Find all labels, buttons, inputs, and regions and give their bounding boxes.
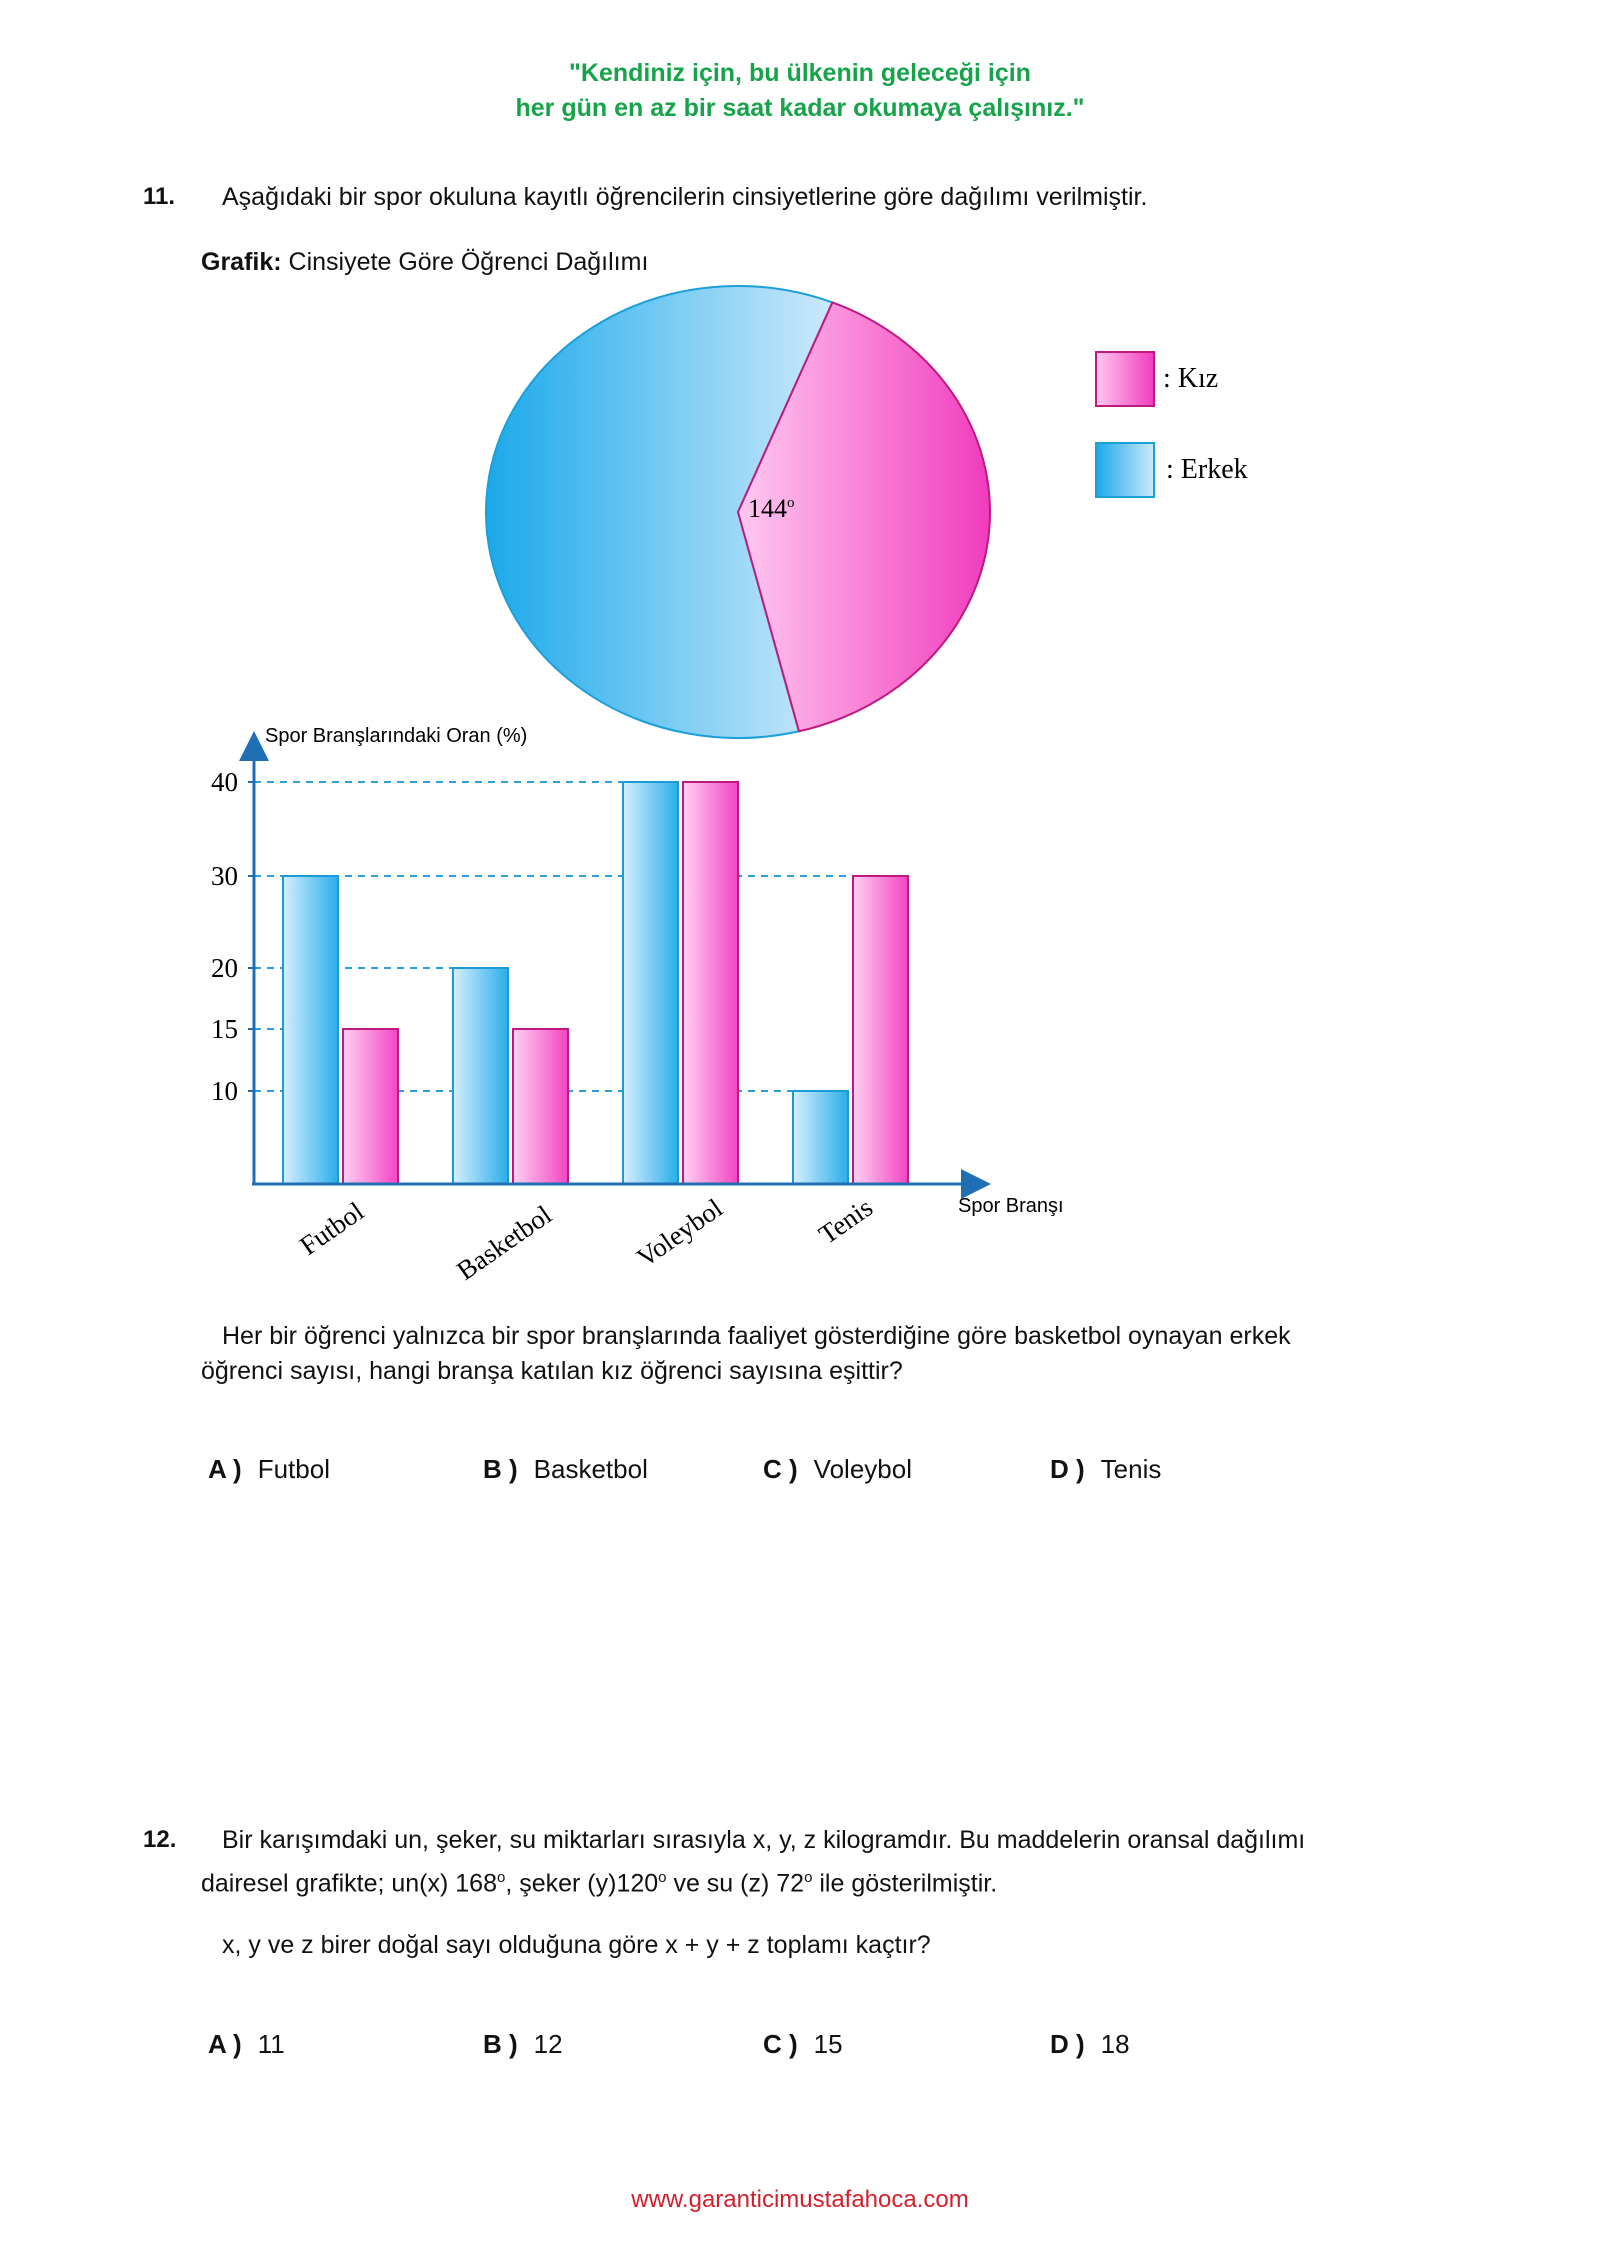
degree-sign: o bbox=[496, 1869, 506, 1886]
option-text: Futbol bbox=[257, 1454, 330, 1484]
q12-line2-part-d: ile gösterilmiştir. bbox=[812, 1869, 998, 1898]
option-letter: D ) bbox=[1050, 2029, 1085, 2059]
q11-option-a[interactable] bbox=[208, 1454, 330, 1485]
option-letter: A ) bbox=[208, 2029, 242, 2059]
motto-line-1: "Kendiniz için, bu ülkenin geleceği için bbox=[569, 59, 1031, 87]
y-tick-label: 40 bbox=[211, 767, 238, 797]
question-11-number: 11. bbox=[143, 183, 176, 210]
q12-line2-part-c: ve su (z) 72 bbox=[666, 1869, 805, 1898]
legend-swatch-erkek bbox=[1096, 443, 1154, 497]
bar-basketbol-erkek bbox=[453, 968, 508, 1184]
legend-label-erkek: : Erkek bbox=[1166, 454, 1248, 485]
bar-tenis-kız bbox=[853, 876, 908, 1184]
y-ticks bbox=[211, 767, 238, 1106]
option-text: Voleybol bbox=[813, 1454, 912, 1484]
question-11-line-2: öğrenci sayısı, hangi branşa katılan kız öğrenci sayısına eşittir? bbox=[201, 1357, 903, 1385]
option-letter: C ) bbox=[763, 2029, 798, 2059]
q12-line2-part-a: dairesel grafikte; un(x) 168 bbox=[201, 1869, 497, 1898]
y-axis-label: Spor Branşlarındaki Oran (%) bbox=[265, 725, 528, 747]
y-tick-label: 15 bbox=[211, 1014, 238, 1044]
x-tick-label: Futbol bbox=[294, 1195, 370, 1261]
option-text: 15 bbox=[813, 2029, 843, 2059]
question-12-number: 12. bbox=[143, 1826, 177, 1853]
x-tick-label: Basketbol bbox=[451, 1199, 557, 1286]
pie-legend bbox=[1096, 352, 1248, 497]
option-letter: A ) bbox=[208, 1454, 242, 1484]
question-11-line-1: Her bir öğrenci yalnızca bir spor branşlarında faaliyet gösterdiğine göre basketbol oynayan erkek bbox=[222, 1322, 1291, 1350]
q12-option-d[interactable] bbox=[1050, 2029, 1130, 2060]
bar-futbol-kız bbox=[343, 1029, 398, 1184]
y-tick-label: 10 bbox=[211, 1076, 238, 1106]
footer-website: www.garanticimustafahoca.com bbox=[631, 2186, 969, 2213]
bars bbox=[283, 782, 908, 1184]
bar-chart bbox=[211, 725, 1064, 1286]
option-text: 12 bbox=[533, 2029, 563, 2059]
option-text: 18 bbox=[1100, 2029, 1130, 2059]
option-text: Tenis bbox=[1100, 1454, 1162, 1484]
bar-voleybol-kız bbox=[683, 782, 738, 1184]
x-axis-label: Spor Branşı bbox=[958, 1195, 1064, 1217]
x-tick-label: Voleybol bbox=[631, 1192, 728, 1273]
degree-sign: o bbox=[804, 1869, 813, 1886]
q11-option-c[interactable] bbox=[763, 1454, 912, 1485]
question-12-line-3: x, y ve z birer doğal sayı olduğuna göre x + y + z toplamı kaçtır? bbox=[222, 1931, 931, 1959]
question-12-line-1: Bir karışımdaki un, şeker, su miktarları sırasıyla x, y, z kilogramdır. Bu maddelerin oransal dağılımı bbox=[222, 1826, 1306, 1854]
q11-option-b[interactable] bbox=[483, 1454, 648, 1485]
bar-basketbol-kız bbox=[513, 1029, 568, 1184]
bar-futbol-erkek bbox=[283, 876, 338, 1184]
y-tick-label: 30 bbox=[211, 861, 238, 891]
pie-chart bbox=[486, 286, 990, 738]
y-tick-label: 20 bbox=[211, 953, 238, 983]
q12-option-c[interactable] bbox=[763, 2029, 843, 2060]
option-letter: C ) bbox=[763, 1454, 798, 1484]
q11-option-d[interactable] bbox=[1050, 1454, 1161, 1485]
bar-voleybol-erkek bbox=[623, 782, 678, 1184]
q12-option-b[interactable] bbox=[483, 2029, 563, 2060]
degree-sign: o bbox=[658, 1869, 667, 1886]
option-letter: B ) bbox=[483, 1454, 518, 1484]
x-ticks bbox=[294, 1192, 878, 1286]
question-12-line-2 bbox=[201, 1860, 997, 1901]
grafik-label: Grafik: bbox=[201, 248, 282, 276]
option-text: Basketbol bbox=[533, 1454, 648, 1484]
legend-swatch-kiz bbox=[1096, 352, 1154, 406]
option-letter: B ) bbox=[483, 2029, 518, 2059]
x-tick-label: Tenis bbox=[813, 1192, 879, 1250]
option-text: 11 bbox=[257, 2029, 285, 2059]
option-letter: D ) bbox=[1050, 1454, 1085, 1484]
question-11-intro: Aşağıdaki bir spor okuluna kayıtlı öğrencilerin cinsiyetlerine göre dağılımı verilmiştir. bbox=[222, 183, 1148, 211]
pie-angle-label: 144$^o$ bbox=[748, 494, 795, 523]
grafik-title: Cinsiyete Göre Öğrenci Dağılımı bbox=[288, 248, 649, 276]
legend-label-kiz: : Kız bbox=[1163, 363, 1219, 394]
q12-line2-part-b: , şeker (y)120 bbox=[505, 1869, 659, 1898]
motto-line-2: her gün en az bir saat kadar okumaya çalışınız." bbox=[515, 94, 1085, 122]
q12-option-a[interactable] bbox=[208, 2029, 285, 2060]
bar-tenis-erkek bbox=[793, 1091, 848, 1184]
